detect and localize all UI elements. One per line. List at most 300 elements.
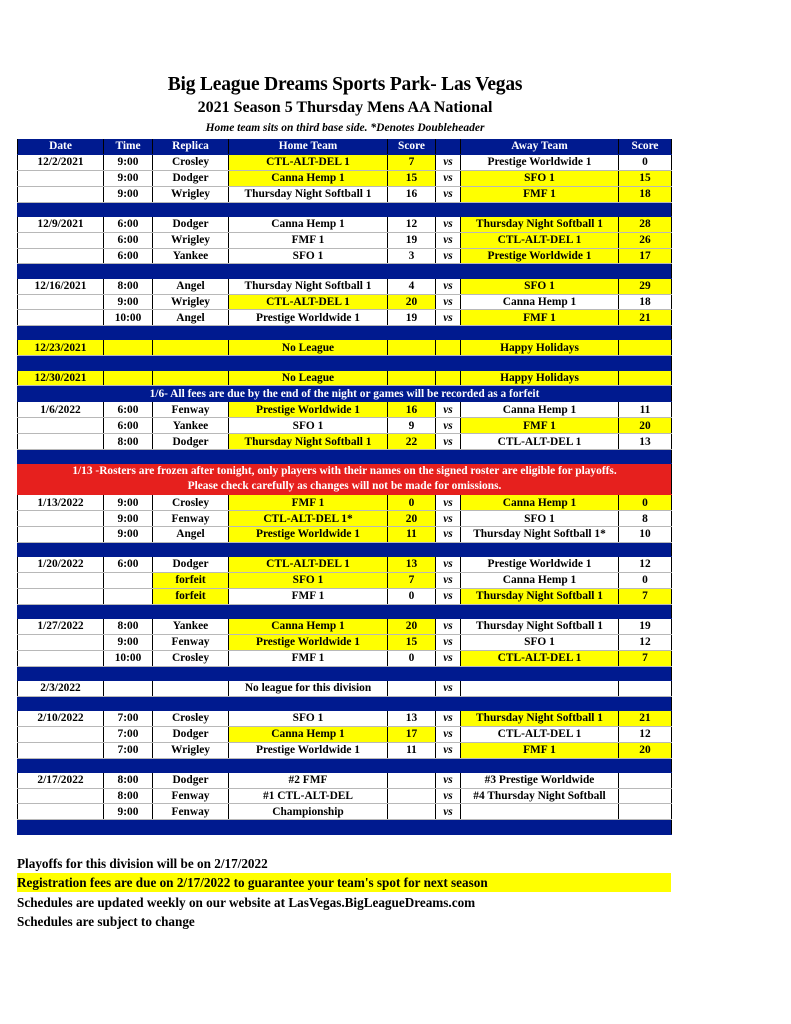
date-cell: 1/20/2022	[18, 557, 104, 573]
home-team-cell: Thursday Night Softball 1	[229, 186, 388, 202]
home-score-cell: 13	[388, 557, 436, 573]
table-row	[18, 186, 672, 202]
home-team-cell: Canna Hemp 1	[229, 170, 388, 186]
time-cell: 6:00	[104, 216, 153, 232]
vs-cell: vs	[436, 726, 461, 742]
separator-row	[18, 356, 672, 370]
away-score-cell: 26	[619, 232, 672, 248]
away-score-cell: 21	[619, 310, 672, 326]
separator-cell	[18, 202, 672, 216]
vs-cell: vs	[436, 278, 461, 294]
away-score-cell: 15	[619, 170, 672, 186]
away-score-cell: 7	[619, 650, 672, 666]
website-note: Schedules are updated weekly on our website at LasVegas.BigLeagueDreams.com	[17, 895, 476, 910]
field-cell: Crosley	[153, 495, 229, 511]
vs-cell: vs	[436, 557, 461, 573]
home-score-cell: 17	[388, 726, 436, 742]
away-score-cell: 10	[619, 526, 672, 542]
away-team-cell: FMF 1	[461, 310, 619, 326]
home-team-cell: Canna Hemp 1	[229, 726, 388, 742]
away-score-cell: 0	[619, 572, 672, 588]
home-team-cell: SFO 1	[229, 710, 388, 726]
page-subtitle: 2021 Season 5 Thursday Mens AA National	[197, 99, 493, 116]
home-score-cell: 16	[388, 186, 436, 202]
home-score-cell: 3	[388, 248, 436, 264]
vs-cell: vs	[436, 511, 461, 527]
away-score-cell: 8	[619, 511, 672, 527]
table-row	[18, 370, 672, 386]
away-score-cell	[619, 680, 672, 696]
home-score-cell: 7	[388, 154, 436, 170]
home-team-cell: CTL-ALT-DEL 1	[229, 154, 388, 170]
home-score-cell: 0	[388, 650, 436, 666]
away-team-cell: SFO 1	[461, 278, 619, 294]
away-team-cell: Canna Hemp 1	[461, 495, 619, 511]
away-team-cell: Thursday Night Softball 1	[461, 588, 619, 604]
time-cell: 8:00	[104, 434, 153, 450]
home-score-cell: 0	[388, 588, 436, 604]
vs-cell: vs	[436, 402, 461, 418]
table-row	[18, 526, 672, 542]
separator-cell	[18, 356, 672, 370]
vs-cell: vs	[436, 526, 461, 542]
time-cell	[104, 340, 153, 356]
table-row	[18, 310, 672, 326]
date-cell: 2/10/2022	[18, 710, 104, 726]
table-row	[18, 402, 672, 418]
vs-cell: vs	[436, 294, 461, 310]
vs-cell: vs	[436, 434, 461, 450]
home-team-cell: SFO 1	[229, 248, 388, 264]
vs-cell: vs	[436, 170, 461, 186]
away-score-cell: 20	[619, 742, 672, 758]
date-cell: 2/17/2022	[18, 772, 104, 788]
vs-cell: vs	[436, 710, 461, 726]
table-row	[18, 726, 672, 742]
home-team-cell: #2 FMF	[229, 772, 388, 788]
away-team-cell: #3 Prestige Worldwide	[461, 772, 619, 788]
vs-cell: vs	[436, 248, 461, 264]
time-cell: 6:00	[104, 248, 153, 264]
away-team-cell: Prestige Worldwide 1	[461, 248, 619, 264]
time-cell: 8:00	[104, 618, 153, 634]
away-score-cell: 18	[619, 294, 672, 310]
time-cell: 9:00	[104, 511, 153, 527]
home-score-cell: 20	[388, 294, 436, 310]
date-cell	[18, 804, 104, 820]
home-score-cell: 15	[388, 170, 436, 186]
header-note: Home team sits on third base side. *Denotes Doubleheader	[205, 122, 485, 134]
separator-cell	[18, 758, 672, 772]
away-score-cell: 12	[619, 557, 672, 573]
home-team-cell: SFO 1	[229, 418, 388, 434]
separator-cell	[18, 542, 672, 556]
home-team-cell: CTL-ALT-DEL 1	[229, 557, 388, 573]
field-cell: Dodger	[153, 216, 229, 232]
field-cell: Dodger	[153, 557, 229, 573]
column-header: Away Team	[461, 139, 619, 154]
separator-cell	[18, 666, 672, 680]
away-score-cell	[619, 804, 672, 820]
field-cell: Wrigley	[153, 232, 229, 248]
separator-cell	[18, 326, 672, 340]
field-cell: Yankee	[153, 248, 229, 264]
home-team-cell: FMF 1	[229, 495, 388, 511]
away-team-cell: SFO 1	[461, 634, 619, 650]
home-team-cell: Prestige Worldwide 1	[229, 402, 388, 418]
home-score-cell: 15	[388, 634, 436, 650]
time-cell	[104, 680, 153, 696]
time-cell: 9:00	[104, 495, 153, 511]
field-cell: Yankee	[153, 618, 229, 634]
vs-cell: vs	[436, 650, 461, 666]
field-cell: Fenway	[153, 402, 229, 418]
date-cell	[18, 588, 104, 604]
field-cell: Fenway	[153, 634, 229, 650]
away-score-cell: 12	[619, 726, 672, 742]
home-team-cell: #1 CTL-ALT-DEL	[229, 788, 388, 804]
home-score-cell: 7	[388, 572, 436, 588]
field-cell: Fenway	[153, 804, 229, 820]
date-cell: 1/6/2022	[18, 402, 104, 418]
date-cell: 1/27/2022	[18, 618, 104, 634]
date-cell	[18, 742, 104, 758]
time-cell: 10:00	[104, 310, 153, 326]
home-team-cell: FMF 1	[229, 588, 388, 604]
table-row	[18, 680, 672, 696]
date-cell: 12/30/2021	[18, 370, 104, 386]
date-cell	[18, 726, 104, 742]
home-score-cell: 11	[388, 526, 436, 542]
away-score-cell: 17	[619, 248, 672, 264]
time-cell: 9:00	[104, 634, 153, 650]
vs-cell: vs	[436, 804, 461, 820]
home-score-cell: 11	[388, 742, 436, 758]
date-cell: 1/13/2022	[18, 495, 104, 511]
away-team-cell: CTL-ALT-DEL 1	[461, 726, 619, 742]
vs-cell: vs	[436, 495, 461, 511]
table-row	[18, 618, 672, 634]
time-cell: 7:00	[104, 710, 153, 726]
date-cell	[18, 294, 104, 310]
date-cell: 12/2/2021	[18, 154, 104, 170]
separator-row	[18, 202, 672, 216]
table-row	[18, 495, 672, 511]
home-score-cell: 13	[388, 710, 436, 726]
time-cell: 6:00	[104, 557, 153, 573]
time-cell: 8:00	[104, 278, 153, 294]
table-row	[18, 340, 672, 356]
vs-cell: vs	[436, 634, 461, 650]
fee-notice: 1/6- All fees are due by the end of the night or games will be recorded as a forfeit	[18, 386, 672, 402]
date-cell: 12/9/2021	[18, 216, 104, 232]
date-cell	[18, 434, 104, 450]
away-score-cell: 7	[619, 588, 672, 604]
table-header-row	[18, 139, 672, 154]
time-cell: 9:00	[104, 186, 153, 202]
vs-cell	[436, 370, 461, 386]
away-team-cell: FMF 1	[461, 742, 619, 758]
separator-row	[18, 450, 672, 464]
roster-notice	[18, 464, 672, 495]
date-cell	[18, 418, 104, 434]
away-score-cell: 11	[619, 402, 672, 418]
home-score-cell	[388, 804, 436, 820]
away-team-cell: Thursday Night Softball 1	[461, 216, 619, 232]
vs-cell: vs	[436, 742, 461, 758]
home-team-cell: Championship	[229, 804, 388, 820]
away-team-cell: CTL-ALT-DEL 1	[461, 232, 619, 248]
home-team-cell: Canna Hemp 1	[229, 216, 388, 232]
vs-cell: vs	[436, 572, 461, 588]
home-team-cell: SFO 1	[229, 572, 388, 588]
table-row	[18, 278, 672, 294]
home-team-cell: FMF 1	[229, 232, 388, 248]
home-score-cell	[388, 680, 436, 696]
home-team-cell: CTL-ALT-DEL 1*	[229, 511, 388, 527]
time-cell: 9:00	[104, 804, 153, 820]
table-row	[18, 742, 672, 758]
separator-row	[18, 326, 672, 340]
table-row	[18, 434, 672, 450]
home-score-cell: 12	[388, 216, 436, 232]
vs-cell: vs	[436, 216, 461, 232]
away-score-cell: 19	[619, 618, 672, 634]
table-row	[18, 154, 672, 170]
field-cell: Dodger	[153, 772, 229, 788]
home-score-cell: 4	[388, 278, 436, 294]
home-team-cell: No League	[229, 370, 388, 386]
away-score-cell: 0	[619, 154, 672, 170]
home-score-cell: 20	[388, 618, 436, 634]
time-cell: 9:00	[104, 170, 153, 186]
away-score-cell	[619, 788, 672, 804]
home-team-cell: Prestige Worldwide 1	[229, 526, 388, 542]
away-team-cell: CTL-ALT-DEL 1	[461, 650, 619, 666]
table-row	[18, 572, 672, 588]
field-cell: Dodger	[153, 726, 229, 742]
home-score-cell: 9	[388, 418, 436, 434]
away-team-cell: Happy Holidays	[461, 340, 619, 356]
time-cell	[104, 370, 153, 386]
away-team-cell: Prestige Worldwide 1	[461, 557, 619, 573]
home-score-cell: 19	[388, 232, 436, 248]
home-team-cell: CTL-ALT-DEL 1	[229, 294, 388, 310]
separator-row	[18, 666, 672, 680]
separator-row	[18, 264, 672, 278]
field-cell: forfeit	[153, 588, 229, 604]
time-cell: 7:00	[104, 742, 153, 758]
home-score-cell: 0	[388, 495, 436, 511]
home-team-cell: No League	[229, 340, 388, 356]
column-header: Replica	[153, 139, 229, 154]
vs-cell: vs	[436, 680, 461, 696]
date-cell	[18, 788, 104, 804]
schedule-table	[17, 139, 672, 835]
time-cell: 9:00	[104, 294, 153, 310]
date-cell	[18, 634, 104, 650]
time-cell	[104, 572, 153, 588]
table-row	[18, 216, 672, 232]
roster-notice-row	[18, 464, 672, 495]
separator-cell	[18, 264, 672, 278]
table-row	[18, 294, 672, 310]
home-score-cell: 19	[388, 310, 436, 326]
time-cell: 6:00	[104, 418, 153, 434]
vs-cell: vs	[436, 232, 461, 248]
date-cell	[18, 511, 104, 527]
field-cell	[153, 370, 229, 386]
table-row	[18, 788, 672, 804]
date-cell	[18, 170, 104, 186]
home-score-cell: 16	[388, 402, 436, 418]
away-score-cell	[619, 772, 672, 788]
time-cell: 9:00	[104, 154, 153, 170]
vs-cell: vs	[436, 154, 461, 170]
home-team-cell: Thursday Night Softball 1	[229, 434, 388, 450]
field-cell: forfeit	[153, 572, 229, 588]
away-score-cell: 13	[619, 434, 672, 450]
time-cell: 10:00	[104, 650, 153, 666]
time-cell: 7:00	[104, 726, 153, 742]
field-cell	[153, 680, 229, 696]
vs-cell: vs	[436, 772, 461, 788]
time-cell: 8:00	[104, 772, 153, 788]
field-cell: Crosley	[153, 650, 229, 666]
away-team-cell	[461, 680, 619, 696]
page-title: Big League Dreams Sports Park- Las Vegas	[167, 74, 523, 95]
home-team-cell: Canna Hemp 1	[229, 618, 388, 634]
fee-notice-row	[18, 386, 672, 402]
field-cell: Angel	[153, 526, 229, 542]
playoffs-note: Playoffs for this division will be on 2/17/2022	[17, 856, 268, 871]
vs-cell: vs	[436, 310, 461, 326]
table-row	[18, 588, 672, 604]
home-team-cell: FMF 1	[229, 650, 388, 666]
field-cell: Fenway	[153, 511, 229, 527]
away-team-cell: Thursday Night Softball 1	[461, 710, 619, 726]
field-cell	[153, 340, 229, 356]
table-row	[18, 418, 672, 434]
separator-row	[18, 604, 672, 618]
vs-cell: vs	[436, 618, 461, 634]
column-header	[436, 139, 461, 154]
home-team-cell: Thursday Night Softball 1	[229, 278, 388, 294]
away-team-cell	[461, 804, 619, 820]
date-cell	[18, 310, 104, 326]
column-header: Home Team	[229, 139, 388, 154]
table-row	[18, 170, 672, 186]
away-team-cell: Happy Holidays	[461, 370, 619, 386]
away-team-cell: Canna Hemp 1	[461, 402, 619, 418]
table-row	[18, 511, 672, 527]
separator-row	[18, 820, 672, 834]
vs-cell: vs	[436, 418, 461, 434]
column-header: Time	[104, 139, 153, 154]
away-team-cell: CTL-ALT-DEL 1	[461, 434, 619, 450]
field-cell: Dodger	[153, 434, 229, 450]
home-score-cell	[388, 788, 436, 804]
away-score-cell: 21	[619, 710, 672, 726]
home-team-cell: Prestige Worldwide 1	[229, 310, 388, 326]
away-team-cell: FMF 1	[461, 186, 619, 202]
away-team-cell: Prestige Worldwide 1	[461, 154, 619, 170]
away-score-cell: 29	[619, 278, 672, 294]
date-cell: 12/16/2021	[18, 278, 104, 294]
away-team-cell: Thursday Night Softball 1*	[461, 526, 619, 542]
home-team-cell: Prestige Worldwide 1	[229, 634, 388, 650]
vs-cell: vs	[436, 588, 461, 604]
column-header: Score	[619, 139, 672, 154]
time-cell: 6:00	[104, 402, 153, 418]
separator-row	[18, 696, 672, 710]
vs-cell: vs	[436, 788, 461, 804]
away-team-cell: Canna Hemp 1	[461, 294, 619, 310]
field-cell: Fenway	[153, 788, 229, 804]
away-score-cell	[619, 370, 672, 386]
home-team-cell: Prestige Worldwide 1	[229, 742, 388, 758]
home-score-cell	[388, 340, 436, 356]
date-cell	[18, 650, 104, 666]
table-row	[18, 804, 672, 820]
field-cell: Angel	[153, 278, 229, 294]
field-cell: Wrigley	[153, 742, 229, 758]
home-score-cell	[388, 772, 436, 788]
field-cell: Angel	[153, 310, 229, 326]
home-score-cell	[388, 370, 436, 386]
date-cell	[18, 572, 104, 588]
separator-cell	[18, 450, 672, 464]
column-header: Date	[18, 139, 104, 154]
away-team-cell: SFO 1	[461, 511, 619, 527]
away-score-cell: 0	[619, 495, 672, 511]
table-row	[18, 634, 672, 650]
date-cell	[18, 232, 104, 248]
date-cell: 12/23/2021	[18, 340, 104, 356]
away-team-cell: SFO 1	[461, 170, 619, 186]
away-score-cell: 28	[619, 216, 672, 232]
date-cell	[18, 526, 104, 542]
vs-cell	[436, 340, 461, 356]
away-team-cell: FMF 1	[461, 418, 619, 434]
separator-cell	[18, 604, 672, 618]
field-cell: Wrigley	[153, 186, 229, 202]
vs-cell: vs	[436, 186, 461, 202]
away-score-cell: 18	[619, 186, 672, 202]
away-team-cell: Thursday Night Softball 1	[461, 618, 619, 634]
registration-note: Registration fees are due on 2/17/2022 to guarantee your team's spot for next season	[17, 873, 671, 892]
home-team-cell: No league for this division	[229, 680, 388, 696]
away-team-cell: #4 Thursday Night Softball	[461, 788, 619, 804]
field-cell: Wrigley	[153, 294, 229, 310]
time-cell: 9:00	[104, 526, 153, 542]
field-cell: Crosley	[153, 154, 229, 170]
field-cell: Crosley	[153, 710, 229, 726]
field-cell: Yankee	[153, 418, 229, 434]
table-row	[18, 650, 672, 666]
separator-cell	[18, 820, 672, 834]
roster-notice-line: 1/13 -Rosters are frozen after tonight, only players with their names on the signed roster are eligible for playoffs.	[72, 465, 617, 478]
separator-cell	[18, 696, 672, 710]
separator-row	[18, 542, 672, 556]
away-team-cell: Canna Hemp 1	[461, 572, 619, 588]
date-cell	[18, 186, 104, 202]
date-cell	[18, 248, 104, 264]
table-row	[18, 772, 672, 788]
date-cell: 2/3/2022	[18, 680, 104, 696]
time-cell: 6:00	[104, 232, 153, 248]
table-row	[18, 557, 672, 573]
